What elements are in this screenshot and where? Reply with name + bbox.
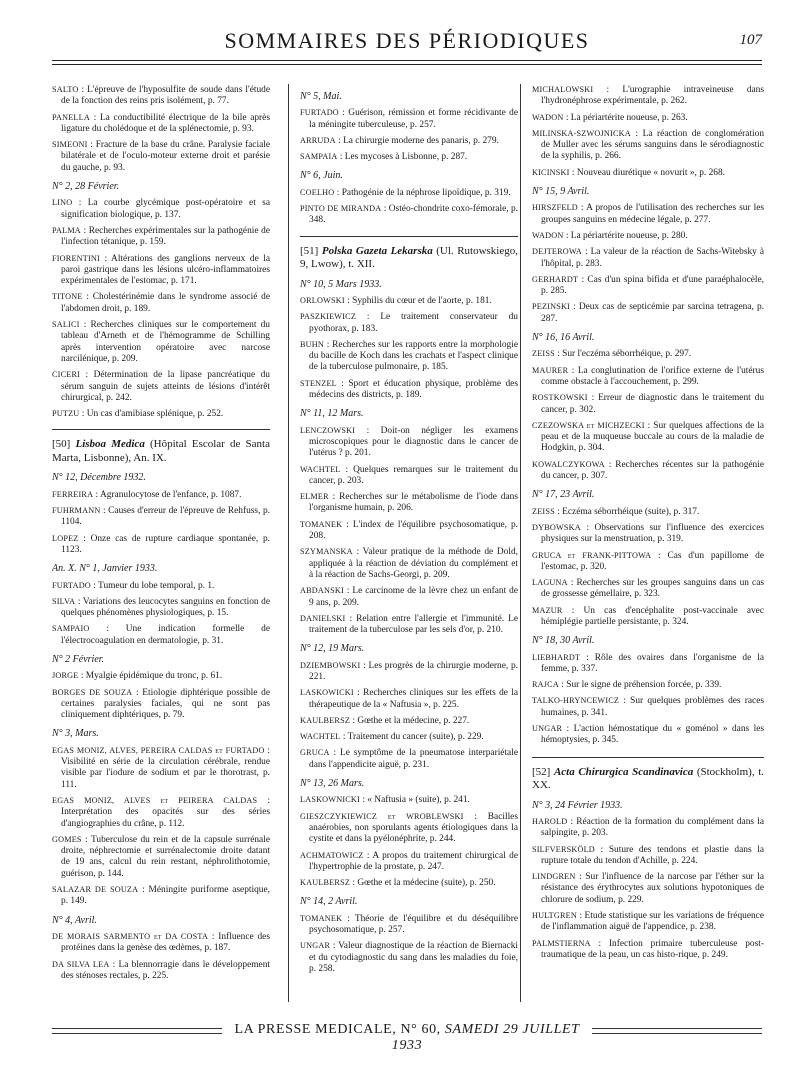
article-entry: RAJCA : Sur le signe de préhension forcée, p. 339.: [532, 680, 722, 691]
article-title: Recherches sur le métabolisme de l'iode dans l'organisme humain, p. 206.: [309, 492, 518, 514]
author: KOWALCZYKOWA: [532, 459, 605, 469]
author: TOMANEK: [300, 913, 343, 923]
author: CICERI: [52, 370, 81, 380]
article-entry: GOMES : Tuberculose du rein et de la capsule surrénale droite, néphrectomie et surrénalectomie droite datant de 19 ans, calcul du rein restant, néphrolithotomie, guérison, p. 144.: [52, 834, 270, 879]
article-title: Sur l'influence de la narcose par l'éther sur la résistance des érythrocytes aux solutions hypotoniques de chlorure de sodium, p. 229.: [541, 872, 764, 905]
author: LINDGREN: [532, 872, 576, 882]
issue-heading: N° 15, 9 Avril.: [532, 186, 590, 198]
issue-heading: N° 4, Avril.: [52, 914, 97, 926]
article-entry: ROSTKOWSKI : Erreur de diagnostic dans le traitement du cancer, p. 302.: [532, 393, 764, 415]
journal-info: (Ul. Rutowskiego, 9, Lwow), t. XII.: [300, 244, 518, 271]
author: UNGAR: [532, 724, 563, 734]
author: SALTO: [52, 85, 79, 94]
article-title: Influence des protéines dans la genèse des œdèmes, p. 187.: [61, 931, 270, 954]
journal-info: (Hôpital Escolar de Santa Marta, Lisbonne), An. IX.: [52, 438, 270, 464]
author: EGAS MONIZ, ALVES, PEREIRA CALDAS et FURTADO: [52, 745, 265, 755]
column-1: [52, 84, 270, 1002]
article-title: Traitement du cancer (suite), p. 229.: [347, 732, 484, 743]
header-rule: [52, 60, 762, 61]
author: GIESZCZYKIEWICZ et WROBLEWSKI: [300, 811, 464, 821]
author: ARRUDA: [300, 135, 336, 145]
author: LAGUNA: [532, 578, 568, 588]
article-entry: COELHO : Pathogénie de la néphrose lipoïdique, p. 319.: [300, 187, 511, 198]
article-title: Suture des tendons et plastie dans la rupture totale du tendon d'Achille, p. 224.: [541, 844, 764, 866]
article-title: Erreur de diagnostic dans le traitement du cancer, p. 302.: [541, 393, 764, 415]
author: DYBOWSKA: [532, 522, 581, 532]
author: PALMA: [52, 225, 81, 235]
article-title: Cas d'un papillome de l'estomac, p. 320.: [541, 550, 764, 572]
article-entry: ZEISS : Eczéma séborrhéique (suite), p. 317.: [532, 506, 700, 517]
issue-heading: N° 12, Décembre 1932.: [52, 472, 146, 484]
article-entry: TITONE : Cholestérinémie dans le syndrome associé de l'abdomen droit, p. 189.: [52, 292, 270, 314]
article-title: Quelques remarques sur le traitement du cancer, p. 203.: [309, 464, 518, 486]
article-entry: WACHTEL : Traitement du cancer (suite), p. 229.: [300, 732, 484, 743]
author: PALMSTIERNA: [532, 938, 591, 948]
article-entry: SIMEONI : Fracture de la base du crâne. Paralysie faciale bilatérale et de l'oculo-moteur externe droit et parésie du gauche, p. 93.: [52, 140, 270, 173]
column-3: [532, 84, 764, 1002]
article-entry: HULTGREN : Etude statistique sur les variations de fréquence de l'inflammation aiguë de l'appendice, p. 238.: [532, 911, 764, 933]
article-title: Agranulocytose de l'enfance, p. 1087.: [99, 489, 242, 500]
author: BORGES DE SOUZA: [52, 687, 133, 697]
article-entry: SAMPAIO : Une indication formelle de l'électrocoagulation en dermatologie, p. 31.: [52, 624, 270, 646]
journal-info: (Stockholm), t. XX.: [532, 765, 764, 792]
issue-heading: N° 5, Mai.: [300, 91, 342, 102]
article-entry: DYBOWSKA : Observations sur l'influence des exercices physiques sur la menstruation, p. 319.: [532, 522, 764, 545]
article-entry: LOPEZ : Onze cas de rupture cardiaque spontanée, p. 1123.: [52, 533, 270, 555]
article-entry: DA SILVA LEA : La blennorragie dans le développement des sténoses rectales, p. 225.: [52, 959, 270, 981]
article-title: Recherches cliniques sur les effets de la thérapeutique de la « Naftusia », p. 225.: [309, 688, 518, 710]
journal-title: Lisboa Medica: [75, 438, 145, 451]
article-title: Un cas d'encéphalite post-vaccinale avec hémiplégie partielle persistante, p. 324.: [541, 605, 764, 627]
article-title: Nouveau diurétique « novurit », p. 268.: [576, 167, 725, 178]
author: BUHN: [300, 339, 324, 349]
author: ROSTKOWSKI: [532, 393, 588, 403]
article-entry: PUTZU : Un cas d'amibiase splénique, p. 252.: [52, 409, 224, 420]
author: FURTADO: [300, 108, 339, 118]
article-title: Le carcinome de la lèvre chez un enfant de 9 ans, p. 209.: [309, 586, 518, 608]
article-entry: PINTO DE MIRANDA : Ostéo-chondrite coxo-fémorale, p. 348.: [300, 204, 518, 226]
article-title: Pathogénie de la néphrose lipoïdique, p. 319.: [341, 187, 511, 198]
article-title: Méningite puriforme aseptique, p. 149.: [61, 885, 270, 907]
issue-heading: N° 17, 23 Avril.: [532, 489, 595, 501]
article-title: Etiologie diphtérique possible de certaines paralysies faciales, qui ne sont pas cliniquement diphtériques, p. 79.: [61, 687, 270, 721]
author: TOMANEK: [300, 519, 343, 529]
article-entry: WADON : La périartérite noueuse, p. 263.: [532, 112, 688, 123]
issue-heading: N° 2 Février.: [52, 653, 105, 665]
article-entry: LASKOWNICKI : « Naftusia » (suite), p. 241.: [300, 795, 470, 806]
footer-date: SAMEDI 29 JUILLET 1933: [391, 1022, 580, 1053]
article-entry: FIORENTINI : Altérations des ganglions nerveux de la paroi gastrique dans les lésions ulcéro-inflammatoires expérimentales de l'estomac, p. 171.: [52, 253, 270, 287]
article-title: Sport et éducation physique, problème des médecins des districts, p. 189.: [309, 378, 518, 401]
article-entry: FUHRMANN : Causes d'erreur de l'épreuve de Rehfuss, p. 1104.: [52, 506, 270, 528]
author: MAURER: [532, 365, 569, 375]
author: ORLOWSKI: [300, 295, 345, 305]
author: ABDANSKI: [300, 586, 344, 596]
section-rule: [300, 236, 518, 237]
article-title: La réaction de conglomération de Muller avec les sérums sanguins dans le sérodiagnostic de la syphilis, p. 266.: [541, 128, 764, 162]
issue-heading: N° 11, 12 Mars.: [300, 408, 364, 420]
article-entry: TALKO-HRYNCEWICZ : Sur quelques problèmes des races humaines, p. 341.: [532, 696, 764, 718]
article-title: Sur quelques affections de la peau et de la muqueuse buccale au cours de la maladie de Hodgkin, p. 304.: [541, 420, 764, 454]
article-entry: LASKOWICKI : Recherches cliniques sur les effets de la thérapeutique de la « Naftusia », p. 225.: [300, 688, 518, 710]
article-entry: KICINSKI : Nouveau diurétique « novurit », p. 268.: [532, 167, 725, 178]
article-title: Recherches expérimentales sur la pathogénie de l'infection tétanique, p. 159.: [61, 225, 270, 248]
issue-heading: N° 12, 19 Mars.: [300, 643, 365, 655]
author: MILINSKA-SZWOJNICKA: [532, 128, 631, 138]
author: FERREIRA: [52, 489, 94, 499]
article-entry: CZEZOWSKA et MICHZECKI : Sur quelques affections de la peau et de la muqueuse buccale au cours de la maladie de Hodgkin, p. 304.: [532, 420, 764, 454]
article-title: Recherches cliniques sur le comportement du tableau d'Arneth et de l'hémogramme de Schilling après intervention opératoire avec narcose narcilénique, p. 209.: [61, 320, 270, 364]
article-entry: SILFVERSKÖLD : Suture des tendons et plastie dans la rupture totale du tendon d'Achille, p. 224.: [532, 844, 764, 866]
author: TITONE: [52, 292, 83, 302]
page-title: SOMMAIRES DES PÉRIODIQUES: [224, 28, 590, 53]
article-entry: LAGUNA : Recherches sur les groupes sanguins dans un cas de grossesse gémellaire, p. 323.: [532, 578, 764, 600]
author: MICHALOWSKI: [532, 85, 594, 94]
article-title: Valeur diagnostique de la réaction de Biernacki et du cytodiagnostic du sang dans les maladies du foie, p. 258.: [309, 941, 518, 974]
article-title: Ostéo-chondrite coxo-fémorale, p. 348.: [309, 204, 518, 226]
article-title: Le traitement conservateur du pyothorax, p. 183.: [309, 312, 518, 334]
journal-number: [50]: [52, 438, 71, 451]
article-title: La courbe glycémique post-opératoire et sa signification biologique, p. 137.: [61, 198, 270, 220]
author: LENCZOWSKI: [300, 425, 356, 435]
article-entry: TOMANEK : L'index de l'équilibre psychosomatique, p. 208.: [300, 519, 518, 542]
article-entry: LENCZOWSKI : Doit-on négliger les examens microscopiques pour le diagnostic dans le cancer de l'utérus ? p. 201.: [300, 425, 518, 459]
article-entry: MAZUR : Un cas d'encéphalite post-vaccinale avec hémiplégie partielle persistante, p. 324.: [532, 605, 764, 627]
article-entry: HIRSZFELD : A propos de l'utilisation des recherches sur les groupes sanguins en médecine légale, p. 277.: [532, 203, 764, 225]
article-title: Valeur pratique de la méthode de Dold, appliquée à la réaction de déviation du complément et à la réaction de Sachs-Georgi, p. 209.: [309, 547, 518, 580]
article-title: Un cas d'amibiase splénique, p. 252.: [86, 409, 224, 420]
section-rule: [52, 429, 270, 430]
author: SIMEONI: [52, 140, 88, 150]
article-entry: SALAZAR DE SOUZA : Méningite puriforme aseptique, p. 149.: [52, 885, 270, 907]
article-title: Tumeur du lobe temporal, p. 1.: [98, 580, 215, 591]
article-entry: GRUCA : Le symptôme de la pneumatose interpariétale dans l'appendicite aiguë, p. 231.: [300, 748, 518, 770]
columns: [52, 84, 766, 1002]
article-title: Infection primaire tuberculeuse post-traumatique de la peau, un cas histo-rique, p. 249.: [541, 938, 764, 960]
article-entry: GRUCA et FRANK-PITTOWA : Cas d'un papillome de l'estomac, p. 320.: [532, 550, 764, 572]
article-entry: PALMA : Recherches expérimentales sur la pathogénie de l'infection tétanique, p. 159.: [52, 225, 270, 248]
article-title: La blennorragie dans le développement des sténoses rectales, p. 225.: [61, 959, 270, 981]
article-entry: SALTO : L'épreuve de l'hyposulfite de soude dans l'étude de la fonction des reins pris isolément, p. 77.: [52, 85, 270, 107]
article-entry: ELMER : Recherches sur le métabolisme de l'iode dans l'organisme humain, p. 206.: [300, 492, 518, 514]
author: PASZKIEWICZ: [300, 312, 357, 322]
article-title: Recherches sur les groupes sanguins dans un cas de grossesse gémellaire, p. 323.: [541, 578, 764, 600]
article-title: Myalgie épidémique du tronc, p. 61.: [85, 671, 223, 682]
article-title: Gœthe et la médecine (suite), p. 250.: [357, 878, 496, 889]
author: DA SILVA LEA: [52, 959, 110, 969]
author: SAMPAIA: [300, 152, 338, 162]
issue-heading: N° 6, Juin.: [300, 170, 343, 182]
article-entry: WADON : La périartérite noueuse, p. 280.: [532, 230, 688, 241]
author: PANELLA: [52, 112, 90, 122]
article-title: Le symptôme de la pneumatose interpariétale dans l'appendicite aiguë, p. 231.: [309, 748, 518, 770]
author: PUTZU: [52, 409, 80, 419]
article-title: Fracture de la base du crâne. Paralysie faciale bilatérale et de l'oculo-moteur externe droit et parésie du gauche, p. 93.: [61, 140, 270, 173]
author: JORGE: [52, 671, 79, 681]
article-entry: KAULBERSZ : Gœthe et la médecine (suite), p. 250.: [300, 878, 496, 889]
article-title: Causes d'erreur de l'épreuve de Rehfuss, p. 1104.: [61, 506, 270, 528]
article-entry: KOWALCZYKOWA : Recherches récentes sur la pathogénie du cancer, p. 307.: [532, 459, 764, 482]
author: ACHMATOWICZ: [300, 850, 364, 860]
article-entry: EGAS MONIZ, ALVES et PEIRERA CALDAS : Interprétation des opacités sur des séries d'angiographies du crâne, p. 112.: [52, 795, 270, 829]
article-entry: JORGE : Myalgie épidémique du tronc, p. 61.: [52, 671, 223, 682]
author: FURTADO: [52, 580, 91, 590]
author: ZEISS: [532, 349, 555, 359]
article-title: Cholestérinémie dans le syndrome associé de l'abdomen droit, p. 189.: [61, 292, 270, 314]
author: FUHRMANN: [52, 506, 101, 516]
journal-number: [51]: [300, 244, 319, 257]
article-title: Onze cas de rupture cardiaque spontanée, p. 1123.: [61, 533, 270, 555]
article-entry: ARRUDA : La chirurgie moderne des panaris, p. 279.: [300, 135, 499, 146]
article-entry: CICERI : Détermination de la lipase pancréatique du sérum sanguin de sujets atteints de lésions d'intérêt chirurgical, p. 242.: [52, 370, 270, 403]
article-title: Recherches sur les rapports entre la morphologie du bacille de Koch dans les crachats et l'aspect clinique de la tuberculose pulmonaire, p. 185.: [309, 339, 518, 373]
author: LOPEZ: [52, 533, 79, 543]
author: CZEZOWSKA et MICHZECKI: [532, 420, 645, 430]
author: ZEISS: [532, 506, 555, 516]
author: SILFVERSKÖLD: [532, 844, 595, 854]
author: GERHARDT: [532, 274, 579, 284]
journal-number: [52]: [532, 765, 551, 778]
author: DANIELSKI: [300, 613, 346, 623]
author: EGAS MONIZ, ALVES et PEIRERA CALDAS: [52, 795, 258, 805]
issue-heading: N° 13, 26 Mars.: [300, 778, 365, 790]
article-title: Observations sur l'influence des exercices physiques sur la menstruation, p. 319.: [541, 522, 764, 545]
journal-heading: [532, 766, 764, 793]
article-entry: MAURER : La conglutination de l'orifice externe de l'utérus comme obstacle à l'accouchement, p. 299.: [532, 365, 764, 387]
article-entry: HAROLD : Réaction de la formation du complément dans la salpingite, p. 203.: [532, 816, 764, 839]
article-entry: LINDGREN : Sur l'influence de la narcose par l'éther sur la résistance des érythrocytes aux solutions hypotoniques de chlorure de sodium, p. 229.: [532, 872, 764, 905]
article-entry: UNGAR : L'action hémostatique du « goménol » dans les hémoptysies, p. 345.: [532, 724, 764, 746]
journal-title: Acta Chirurgica Scandinavica: [553, 765, 694, 778]
article-title: Eczéma séborrhéique (suite), p. 317.: [562, 506, 700, 517]
article-entry: FERREIRA : Agranulocytose de l'enfance, p. 1087.: [52, 489, 242, 500]
article-title: Une indication formelle de l'électrocoagulation en dermatologie, p. 31.: [61, 624, 270, 646]
article-entry: BUHN : Recherches sur les rapports entre la morphologie du bacille de Koch dans les crachats et l'aspect clinique de la tuberculose pulmonaire, p. 185.: [300, 339, 518, 373]
column-2: [300, 84, 518, 1002]
author: UNGAR: [300, 941, 331, 951]
article-title: Tuberculose du rein et de la capsule surrénale droite, néphrectomie et surrénalectomie droite datant de 19 ans, calcul du rein restant, néphrolithotomie, guérison, p. 144.: [61, 834, 270, 879]
author: MAZUR: [532, 605, 563, 615]
article-title: Les progrès de la chirurgie moderne, p. 221.: [309, 660, 518, 682]
footer-text: [222, 1022, 592, 1054]
article-entry: LIEBHARDT : Rôle des ovaires dans l'organisme de la femme, p. 337.: [532, 652, 764, 674]
article-entry: SALICI : Recherches cliniques sur le comportement du tableau d'Arneth et de l'hémogramme de Schilling après intervention opératoire avec narcose narcilénique, p. 209.: [52, 320, 270, 364]
section-rule: [532, 757, 764, 758]
author: STENZEL: [300, 378, 337, 388]
article-entry: DEJTEROWA : La valeur de la réaction de Sachs-Witebsky à l'hôpital, p. 283.: [532, 247, 764, 269]
issue-heading: N° 10, 5 Mars 1933.: [300, 278, 382, 290]
author: SALICI: [52, 320, 80, 330]
author: WADON: [532, 112, 564, 122]
author: HULTGREN: [532, 911, 577, 921]
article-entry: STENZEL : Sport et éducation physique, problème des médecins des districts, p. 189.: [300, 378, 518, 401]
article-title: Recherches récentes sur la pathogénie du cancer, p. 307.: [541, 459, 764, 482]
article-entry: FURTADO : Guérison, rémission et forme récidivante de la méningite tuberculeuse, p. 257.: [300, 108, 518, 130]
page-number: 107: [739, 32, 762, 48]
article-title: Relation entre l'allergie et l'immunité. Le traitement de la tuberculose par les sels d'or, p. 210.: [309, 613, 518, 636]
author: SALAZAR DE SOUZA: [52, 885, 139, 895]
author: KAULBERSZ: [300, 715, 351, 725]
article-entry: MICHALOWSKI : L'urographie intraveineuse dans l'hydronéphrose expérimentale, p. 262.: [532, 85, 764, 107]
issue-heading: N° 14, 2 Avril.: [300, 896, 358, 908]
page-header: [52, 28, 762, 54]
article-title: L'index de l'équilibre psychosomatique, p. 208.: [309, 519, 518, 542]
article-title: Cas d'un spina bifida et d'une paraéphalocèle, p. 285.: [541, 274, 764, 297]
article-title: Bacilles anaérobies, non sporulants agents étiologiques dans la cystite et dans la pyélonéphrite, p. 244.: [309, 811, 518, 845]
article-title: Théorie de l'équilibre et du déséquilibre psychosomatique, p. 257.: [309, 913, 518, 936]
article-entry: TOMANEK : Théorie de l'équilibre et du déséquilibre psychosomatique, p. 257.: [300, 913, 518, 936]
article-title: Interprétation des opacités sur des séries d'angiographies du crâne, p. 112.: [61, 807, 270, 829]
article-entry: SILVA : Variations des leucocytes sanguins en fonction de quelques phénomènes physiologiques, p. 15.: [52, 596, 270, 619]
article-entry: PALMSTIERNA : Infection primaire tuberculeuse post-traumatique de la peau, un cas histo-rique, p. 249.: [532, 938, 764, 960]
article-entry: KAULBERSZ : Gœthe et la médecine, p. 227.: [300, 715, 470, 726]
article-entry: MILINSKA-SZWOJNICKA : La réaction de conglomération de Muller avec les sérums sanguins dans le sérodiagnostic de la syphilis, p. 266.: [532, 128, 764, 162]
footer-journal: LA PRESSE MEDICALE, N° 60,: [234, 1022, 441, 1037]
article-title: Altérations des ganglions nerveux de la paroi gastrique dans les lésions ulcéro-inflammatoires expérimentales de l'estomac, p. 171.: [61, 253, 270, 287]
article-title: La valeur de la réaction de Sachs-Witebsky à l'hôpital, p. 283.: [541, 247, 764, 269]
article-title: A propos du traitement chirurgical de l'hypertrophie de la prostate, p. 247.: [309, 850, 518, 872]
article-title: La périartérite noueuse, p. 263.: [570, 112, 688, 123]
article-title: Guérison, rémission et forme récidivante de la méningite tuberculeuse, p. 257.: [309, 108, 518, 130]
article-title: La périartérite noueuse, p. 280.: [570, 230, 688, 241]
article-entry: PEZINSKI : Deux cas de septicémie par sarcina tetragena, p. 287.: [532, 302, 764, 324]
article-entry: EGAS MONIZ, ALVES, PEREIRA CALDAS et FURTADO : Visibilité en série de la circulation cérébrale, rendue visible par l'iodure de sodium et par le thorotrast, p. 111.: [52, 745, 270, 790]
issue-heading: N° 18, 30 Avril.: [532, 635, 595, 647]
article-entry: DANIELSKI : Relation entre l'allergie et l'immunité. Le traitement de la tuberculose par les sels d'or, p. 210.: [300, 613, 518, 636]
author: SILVA: [52, 596, 76, 606]
author: GRUCA: [300, 748, 330, 758]
article-entry: PANELLA : La conductibilité électrique de la bile après ligature du cholédoque et de la splénectomie, p. 93.: [52, 112, 270, 134]
article-title: La chirurgie moderne des panaris, p. 279.: [343, 135, 499, 146]
journal-heading: [300, 245, 518, 272]
article-title: « Naftusia » (suite), p. 241.: [367, 795, 470, 806]
article-entry: FURTADO : Tumeur du lobe temporal, p. 1.: [52, 580, 215, 591]
author: LASKOWNICKI: [300, 795, 360, 805]
author: PEZINSKI: [532, 302, 570, 312]
article-entry: ZEISS : Sur l'eczéma séborrhéique, p. 297.: [532, 349, 692, 360]
author: COELHO: [300, 187, 335, 197]
author: WACHTEL: [300, 464, 341, 474]
article-entry: ACHMATOWICZ : A propos du traitement chirurgical de l'hypertrophie de la prostate, p. 247.: [300, 850, 518, 872]
article-entry: BORGES DE SOUZA : Etiologie diphtérique possible de certaines paralysies faciales, qui ne sont pas cliniquement diphtériques, p. 79.: [52, 687, 270, 721]
author: PINTO DE MIRANDA: [300, 204, 382, 214]
header-rule-thin: [52, 64, 762, 65]
article-title: L'épreuve de l'hyposulfite de soude dans l'étude de la fonction des reins pris isolément, p. 77.: [61, 85, 270, 107]
article-title: Variations des leucocytes sanguins en fonction de quelques phénomènes physiologiques, p. 15.: [61, 596, 270, 619]
article-title: Réaction de la formation du complément dans la salpingite, p. 203.: [541, 816, 764, 839]
article-title: La conductibilité électrique de la bile après ligature du cholédoque et de la splénectomie, p. 93.: [61, 112, 270, 134]
author: GOMES: [52, 834, 82, 844]
article-title: Rôle des ovaires dans l'organisme de la femme, p. 337.: [541, 652, 764, 674]
journal-heading: [52, 438, 270, 465]
article-entry: LINO : La courbe glycémique post-opératoire et sa signification biologique, p. 137.: [52, 198, 270, 220]
author: WADON: [532, 230, 564, 240]
article-entry: GERHARDT : Cas d'un spina bifida et d'une paraéphalocèle, p. 285.: [532, 274, 764, 297]
footer-ornament-right: [592, 1028, 762, 1034]
author: LASKOWICKI: [300, 688, 354, 698]
journal-title: Polska Gazeta Lekarska: [321, 244, 433, 257]
author: LIEBHARDT: [532, 652, 581, 662]
footer-ornament-left: [52, 1028, 222, 1034]
article-title: A propos de l'utilisation des recherches sur les groupes sanguins en médecine légale, p. 277.: [541, 203, 764, 225]
page-footer: [52, 1022, 762, 1053]
issue-heading: N° 16, 16 Avril.: [532, 332, 595, 344]
author: SAMPAIO: [52, 624, 90, 634]
author: DEJTEROWA: [532, 247, 583, 257]
author: RAJCA: [532, 680, 559, 690]
author: KAULBERSZ: [300, 878, 351, 888]
author: KICINSKI: [532, 167, 570, 177]
article-entry: GIESZCZYKIEWICZ et WROBLEWSKI : Bacilles anaérobies, non sporulants agents étiologiques dans la cystite et dans la pyélonéphrite, p. 244.: [300, 811, 518, 845]
author: HIRSZFELD: [532, 203, 578, 213]
article-entry: DE MORAIS SARMENTO et DA COSTA : Influence des protéines dans la genèse des œdèmes, p. 187.: [52, 931, 270, 954]
author: GRUCA et FRANK-PITTOWA: [532, 550, 652, 560]
article-entry: SAMPAIA : Les mycoses à Lisbonne, p. 287.: [300, 152, 468, 163]
article-entry: UNGAR : Valeur diagnostique de la réaction de Biernacki et du cytodiagnostic du sang dans les maladies du foie, p. 258.: [300, 941, 518, 974]
article-entry: PASZKIEWICZ : Le traitement conservateur du pyothorax, p. 183.: [300, 312, 518, 334]
author: DZIEMBOWSKI: [300, 660, 361, 670]
issue-heading: An. X. N° 1, Janvier 1933.: [52, 563, 158, 575]
article-title: Deux cas de septicémie par sarcina tetragena, p. 287.: [541, 302, 764, 324]
author: HAROLD: [532, 816, 568, 826]
article-entry: WACHTEL : Quelques remarques sur le traitement du cancer, p. 203.: [300, 464, 518, 486]
article-title: Sur l'eczéma séborrhéique, p. 297.: [562, 349, 692, 360]
article-title: L'urographie intraveineuse dans l'hydronéphrose expérimentale, p. 262.: [541, 85, 764, 107]
article-entry: SZYMANSKA : Valeur pratique de la méthode de Dold, appliquée à la réaction de déviation du complément et à la réaction de Sachs-Georgi, p. 209.: [300, 547, 518, 580]
article-title: Syphilis du cœur et de l'aorte, p. 181.: [352, 295, 492, 306]
article-title: Etude statistique sur les variations de fréquence de l'inflammation aiguë de l'appendice, p. 238.: [541, 911, 764, 933]
article-title: Détermination de la lipase pancréatique du sérum sanguin de sujets atteints de lésions d'intérêt chirurgical, p. 242.: [61, 370, 270, 403]
article-title: Gœthe et la médecine, p. 227.: [357, 715, 470, 726]
article-title: L'action hémostatique du « goménol » dans les hémoptysies, p. 345.: [541, 724, 764, 746]
article-title: Sur quelques problèmes des races humaines, p. 341.: [541, 696, 764, 718]
author: ELMER: [300, 492, 329, 502]
author: SZYMANSKA: [300, 547, 353, 557]
issue-heading: N° 2, 28 Février.: [52, 181, 120, 193]
author: LINO: [52, 198, 73, 208]
issue-heading: N° 3, 24 Février 1933.: [532, 799, 623, 811]
author: DE MORAIS SARMENTO et DA COSTA: [52, 931, 209, 941]
article-title: La conglutination de l'orifice externe de l'utérus comme obstacle à l'accouchement, p. 299.: [541, 365, 764, 387]
article-title: Doit-on négliger les examens microscopiques pour le diagnostic dans le cancer de l'utérus ? p. 201.: [309, 425, 518, 459]
author: WACHTEL: [300, 732, 341, 742]
author: FIORENTINI: [52, 253, 100, 263]
article-entry: ABDANSKI : Le carcinome de la lèvre chez un enfant de 9 ans, p. 209.: [300, 586, 518, 608]
issue-heading: N° 3, Mars.: [52, 728, 99, 740]
article-title: Visibilité en série de la circulation cérébrale, rendue visible par l'iodure de sodium et par le thorotrast, p. 111.: [61, 757, 270, 790]
article-title: Sur le signe de préhension forcée, p. 339.: [566, 680, 722, 691]
author: TALKO-HRYNCEWICZ: [532, 696, 620, 706]
article-entry: ORLOWSKI : Syphilis du cœur et de l'aorte, p. 181.: [300, 295, 492, 306]
article-entry: DZIEMBOWSKI : Les progrès de la chirurgie moderne, p. 221.: [300, 660, 518, 682]
article-title: Les mycoses à Lisbonne, p. 287.: [344, 152, 468, 163]
